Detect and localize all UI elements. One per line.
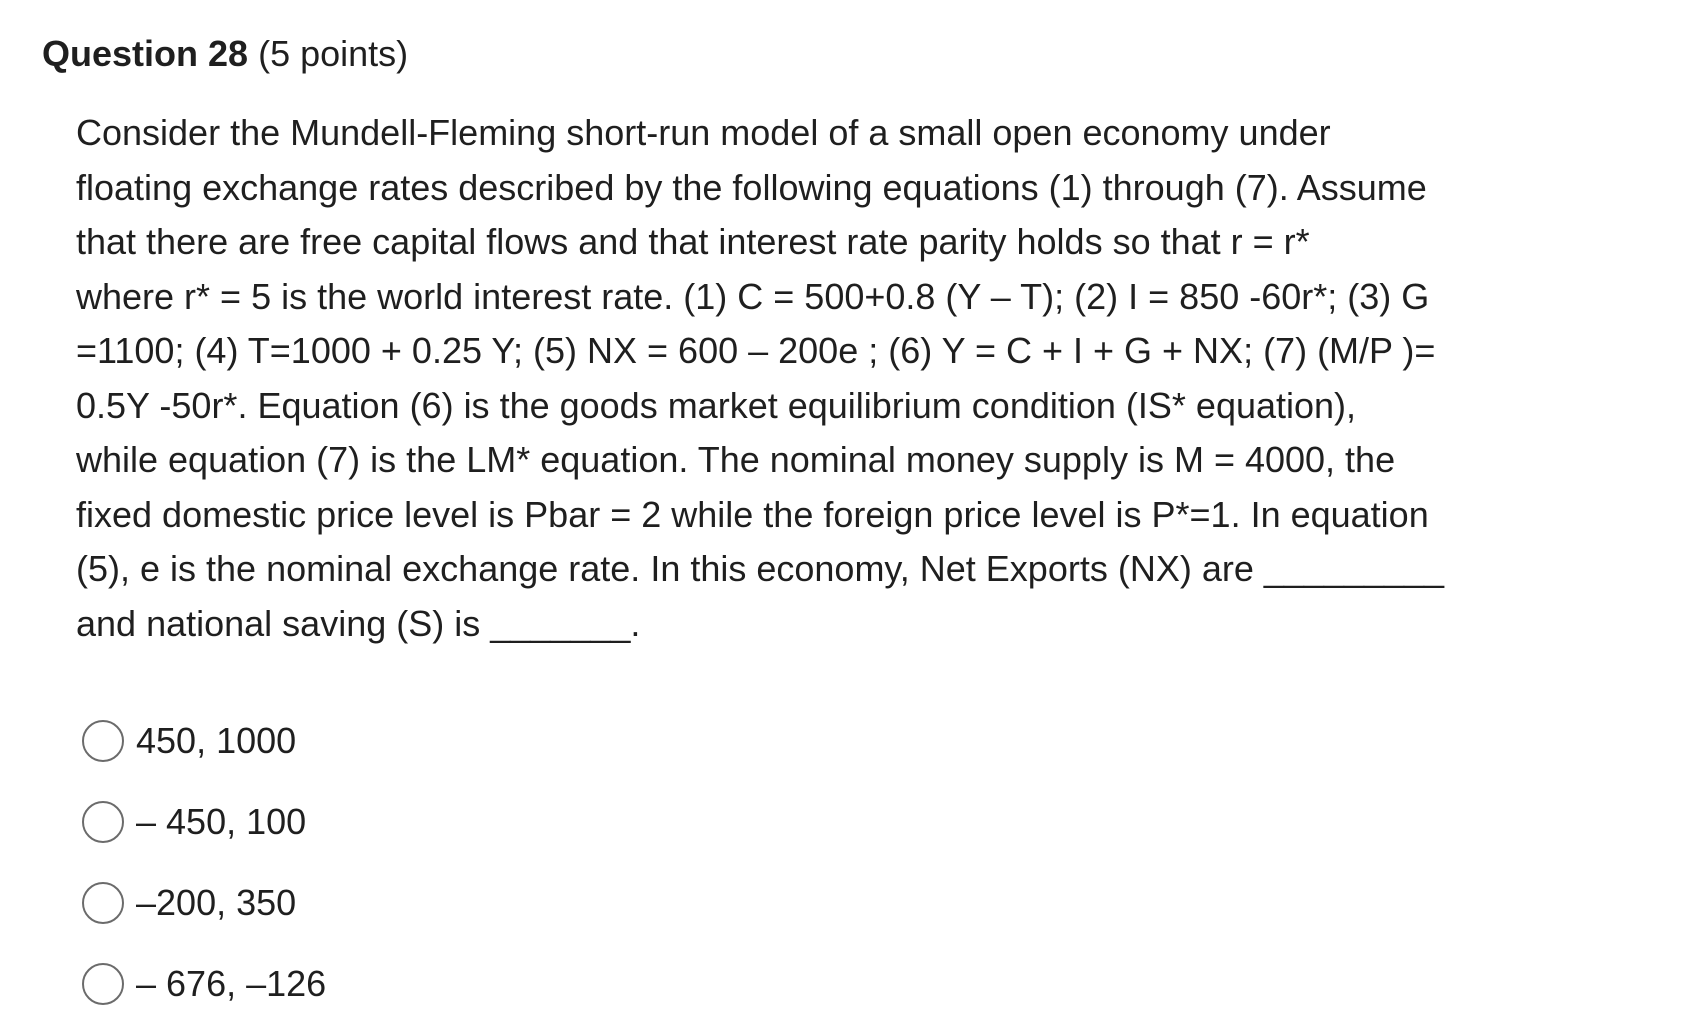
radio-button[interactable]: [82, 963, 124, 1005]
question-text: [76, 106, 1556, 651]
answer-option-2[interactable]: [82, 781, 326, 862]
question-text-line: that there are free capital flows and that interest rate parity holds so that r = r*: [76, 221, 1310, 262]
question-text-line: Consider the Mundell-Fleming short-run model of a small open economy under: [76, 112, 1331, 153]
question-text-line: and national saving (S) is _______.: [76, 602, 641, 644]
answer-option-label: –200, 350: [136, 881, 297, 923]
radio-button[interactable]: [82, 882, 124, 924]
question-points: (5 points): [258, 33, 409, 74]
answer-option-label: – 676, –126: [136, 962, 327, 1004]
question-header: [42, 30, 408, 78]
answer-option-4[interactable]: [82, 943, 326, 1024]
question-text-line: (5), e is the nominal exchange rate. In this economy, Net Exports (NX) are _________: [76, 548, 1445, 589]
question-text-line: floating exchange rates described by the following equations (1) through (7). Assume: [76, 166, 1427, 208]
question-text-line: fixed domestic price level is Pbar = 2 while the foreign price level is P*=1. In equation: [76, 493, 1429, 535]
answer-option-label: – 450, 100: [136, 800, 307, 842]
answer-option-1[interactable]: [82, 700, 326, 781]
question-title: Question 28: [42, 33, 249, 74]
answer-option-label: 450, 1000: [136, 719, 297, 761]
answer-option-3[interactable]: [82, 862, 326, 943]
answer-options: [82, 700, 326, 1024]
radio-button[interactable]: [82, 801, 124, 843]
question-text-line: 0.5Y -50r*. Equation (6) is the goods market equilibrium condition (IS* equation),: [76, 384, 1357, 426]
question-text-line: while equation (7) is the LM* equation. The nominal money supply is M = 4000, the: [76, 439, 1396, 480]
question-text-line: =1100; (4) T=1000 + 0.25 Y; (5) NX = 600 – 200e ; (6) Y = C + I + G + NX; (7) (M/P )=: [76, 330, 1436, 371]
question-text-line: where r* = 5 is the world interest rate. (1) C = 500+0.8 (Y – T); (2) I = 850 -60r*; (3) G: [76, 275, 1430, 317]
radio-button[interactable]: [82, 720, 124, 762]
